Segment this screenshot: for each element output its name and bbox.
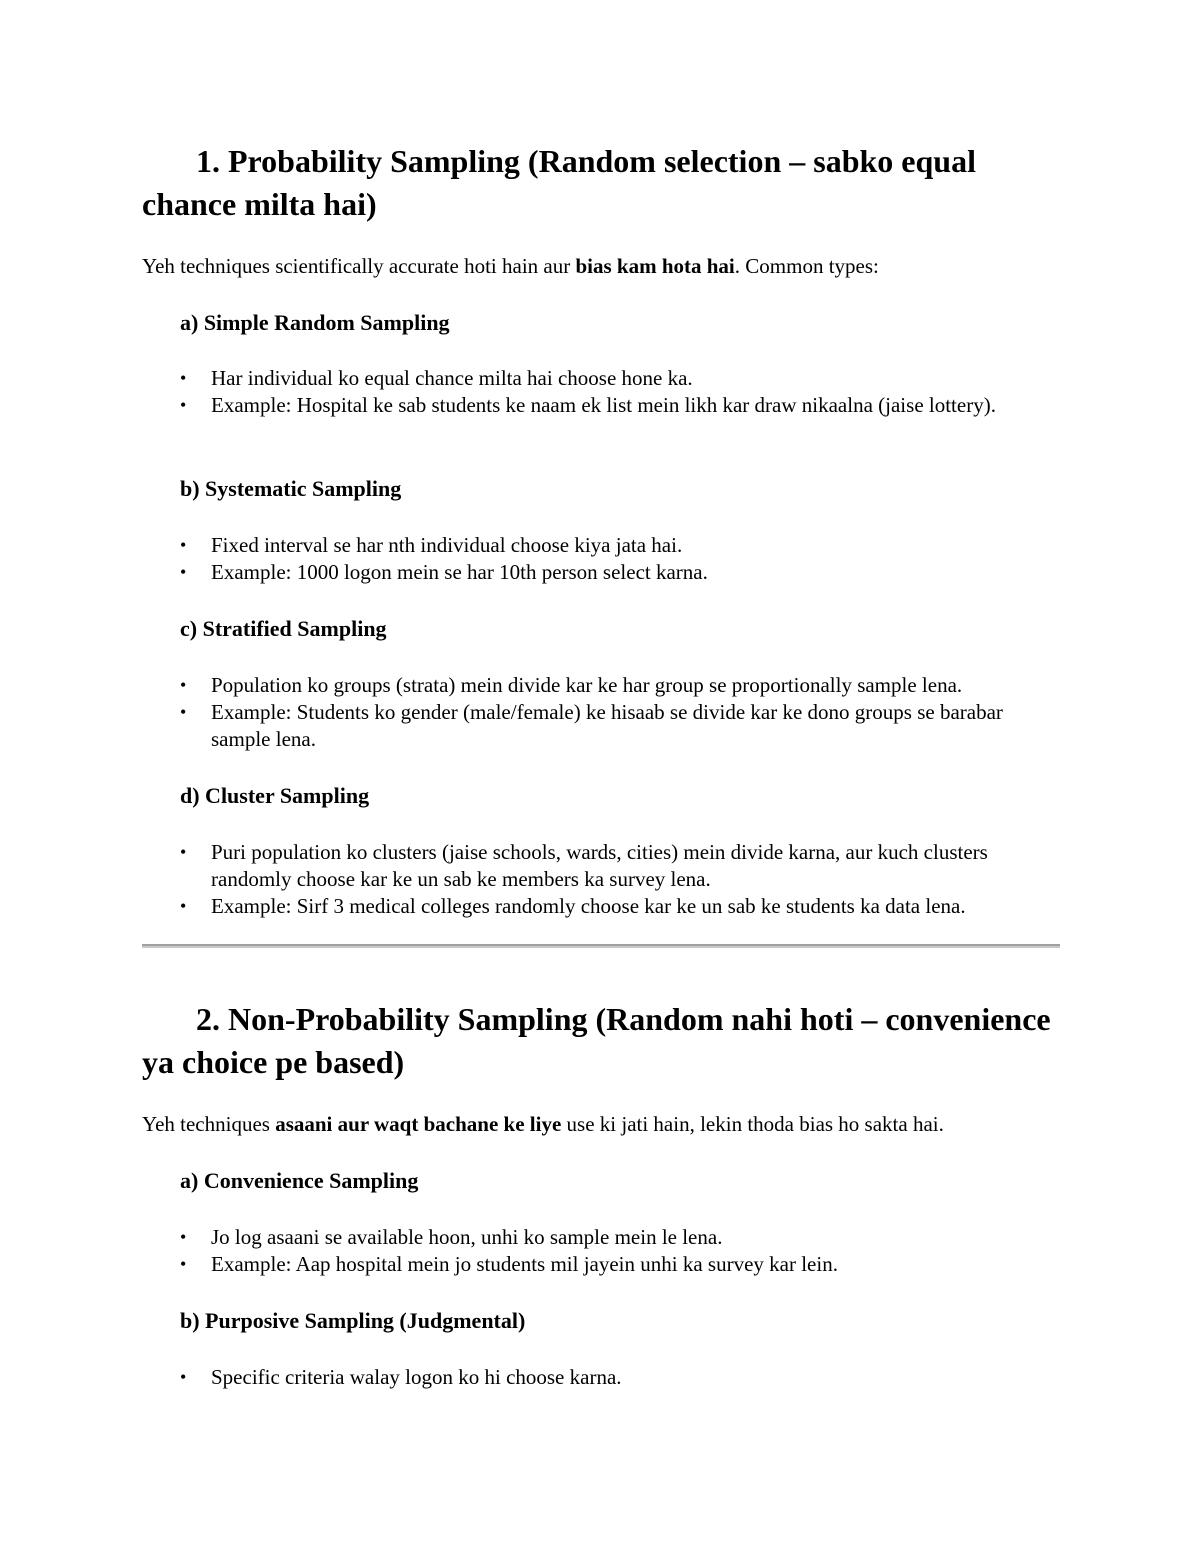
bullet-icon: • (180, 1367, 187, 1387)
list-item-text: Population ko groups (strata) mein divide kar ke har group se proportionally sample lena. (211, 673, 963, 697)
bullet-list (180, 839, 1060, 920)
list-item-text: Har individual ko equal chance milta hai choose hone ka. (211, 366, 693, 390)
bullet-icon: • (180, 702, 187, 722)
bullet-icon: • (180, 368, 187, 388)
list-item-text: Example: Sirf 3 medical colleges randomly choose kar ke un sab ke students ka data lena. (211, 894, 966, 918)
bullet-list (180, 1224, 1060, 1278)
subsection-heading: b) Purposive Sampling (Judgmental) (180, 1308, 526, 1333)
intro-text: Yeh techniques scientifically accurate hoti hain aur (142, 254, 576, 278)
bullet-icon: • (180, 535, 187, 555)
intro-text: Yeh techniques (142, 1112, 276, 1136)
list-item-text: Example: Hospital ke sab students ke naam ek list mein likh kar draw nikaalna (jaise lottery). (211, 393, 996, 417)
list-item (180, 532, 1060, 559)
list-item (180, 392, 1060, 419)
bullet-list (180, 1364, 1060, 1391)
subsection-heading: d) Cluster Sampling (180, 783, 370, 808)
list-item (180, 559, 1060, 586)
list-item-text: Example: Aap hospital mein jo students mil jayein unhi ka survey kar lein. (211, 1252, 838, 1276)
section-1-intro (142, 253, 1060, 280)
bullet-icon: • (180, 562, 187, 582)
subsection-heading: a) Simple Random Sampling (180, 310, 450, 335)
list-item (180, 893, 1060, 920)
list-item (180, 1224, 1060, 1251)
intro-bold-text: bias kam hota hai (575, 254, 735, 278)
bullet-icon: • (180, 1254, 187, 1274)
bullet-icon: • (180, 842, 187, 862)
list-item-text: Jo log asaani se available hoon, unhi ko sample mein le lena. (211, 1225, 723, 1249)
bullet-icon: • (180, 395, 187, 415)
list-item-text: Example: 1000 logon mein se har 10th person select karna. (211, 560, 708, 584)
bullet-list (180, 672, 1060, 753)
bullet-icon: • (180, 1227, 187, 1247)
list-item (180, 672, 1060, 699)
list-item (180, 365, 1060, 392)
list-item-text: Specific criteria walay logon ko hi choose karna. (211, 1365, 622, 1389)
horizontal-divider (142, 944, 1060, 948)
list-item (180, 1251, 1060, 1278)
bullet-icon: • (180, 675, 187, 695)
bullet-list (180, 365, 1060, 419)
list-item-text: Fixed interval se har nth individual choose kiya jata hai. (211, 533, 683, 557)
intro-text-end: . Common types: (734, 254, 879, 278)
subsection-heading: b) Systematic Sampling (180, 476, 402, 501)
section-2-title: 2. Non-Probability Sampling (Random nahi hoti – convenience ya choice pe based) (142, 1001, 1051, 1080)
intro-bold-text: asaani aur waqt bachane ke liye (275, 1112, 562, 1136)
section-1-title: 1. Probability Sampling (Random selection – sabko equal chance milta hai) (142, 143, 976, 222)
list-item-text: Puri population ko clusters (jaise schools, wards, cities) mein divide karna, aur kuch clusters randomly choose kar ke un sab ke members ka survey lena. (211, 840, 988, 891)
list-item-text: Example: Students ko gender (male/female) ke hisaab se divide kar ke dono groups se barabar sample lena. (211, 700, 1003, 751)
list-item (180, 699, 1060, 753)
list-item (180, 1364, 1060, 1391)
bullet-list (180, 532, 1060, 586)
list-item (180, 839, 1060, 893)
subsection-heading: a) Convenience Sampling (180, 1168, 419, 1193)
subsection-heading: c) Stratified Sampling (180, 616, 387, 641)
section-2-intro (142, 1111, 1060, 1138)
intro-text-end: use ki jati hain, lekin thoda bias ho sakta hai. (561, 1112, 944, 1136)
bullet-icon: • (180, 896, 187, 916)
